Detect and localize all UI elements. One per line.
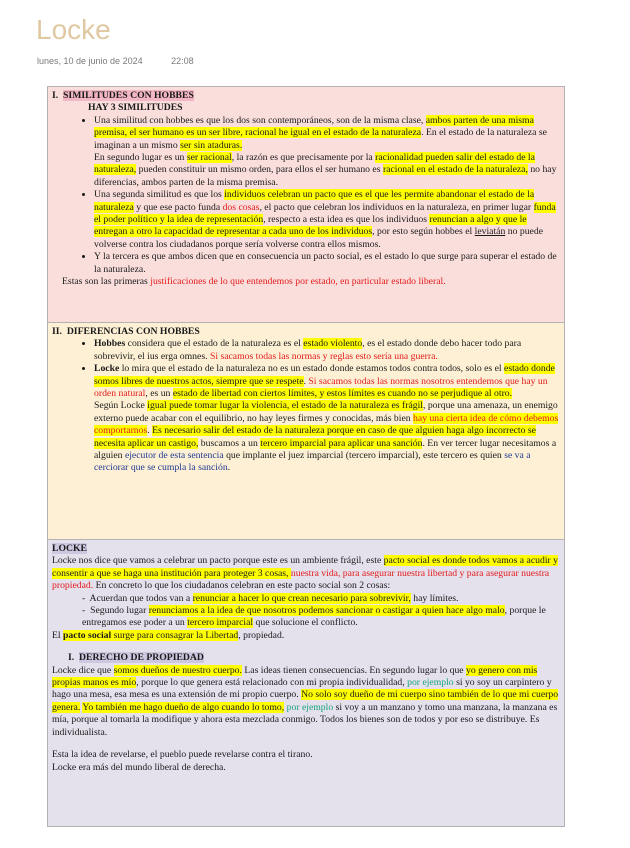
list-item: • Y la tercera es que ambos dicen que en consecuencia un pacto social, es el estado lo que surge para superar el estado de la naturaleza. <box>94 251 560 276</box>
section-heading <box>52 326 560 338</box>
section-heading <box>52 652 560 664</box>
dash-list <box>52 593 560 630</box>
page-title: Locke <box>36 14 111 45</box>
heading-number: II. <box>52 326 62 337</box>
heading-number: I. <box>68 652 75 664</box>
bullet-list <box>52 338 560 474</box>
heading-text: DIFERENCIAS CON HOBBES <box>66 326 200 337</box>
paragraph: Locke nos dice que vamos a celebrar un pacto porque este es un ambiente frágil, este pacto social es donde todos vamos a acudir y consentir a que se haga una institución para proteger 3 cosas, nuestra vida, para asegurar nuestra libertad y para asegurar nuestra propiedad. En concreto lo que los ciudadanos celebran en este pacto social son 2 cosas: <box>52 555 558 592</box>
list-item: • Locke lo mira que el estado de la naturaleza no es un estado donde estamos todos contra todos, solo es el estado donde somos libres de nuestros actos, siempre que se respete. Si sacamos todas las normas nosotros entendemos que hay un orden natural, es un estado de libertad con ciertos límites, y estos límites es cuando no se perjudique al otro. Según Locke igual puede tomar lugar la violencia, el estado de la naturaleza es frágil, porque una amenaza, un enemigo externo puede acabar con el equilibrio, no hay leyes firmes y conocidas, más bien hay una cierta idea de cómo debemos comportarnos. Es necesario salir del estado de la naturaleza porque en caso de que alguien haga algo incorrecto se necesita aplicar un castigo, buscamos a un tercero imparcial para aplicar una sanción. En ver tercer lugar necesitamos a alguien ejecutor de esta sentencia que implante el juez imparcial (tercero imparcial), este tercero es quien se va a cerciorar que se cumpla la sanción. <box>94 363 560 475</box>
closing-paragraph: Estas son las primeras justificaciones de lo que entendemos por estado, en particular estado liberal. <box>62 276 446 288</box>
locke-cell <box>48 540 564 826</box>
section-heading <box>52 543 560 555</box>
diferencias-cell <box>48 323 564 540</box>
heading-text: DERECHO DE PROPIEDAD <box>79 652 204 664</box>
list-item: • Hobbes considera que el estado de la naturaleza es el estado violento, es el estado donde debo hacer todo para sobrevivir, el ius erga omnes. Si sacamos todas las normas y reglas esto sería una guerra. <box>94 338 560 363</box>
page-date: lunes, 10 de junio de 2024 <box>37 56 143 66</box>
similitudes-cell <box>48 87 564 323</box>
list-item: - Segundo lugar renunciamos a la idea de que nosotros podemos sancionar o castigar a quien hace algo malo, porque le entregamos ese poder a un tercero imparcial que solucione el conflicto. <box>82 605 546 629</box>
heading-text: LOCKE <box>52 543 87 554</box>
heading-text: SIMILITUDES CON HOBBES <box>63 90 194 101</box>
heading-number: I. <box>52 90 59 101</box>
list-item: • Una segunda similitud es que los individuos celebran un pacto que es el que les permite abandonar el estado de la naturaleza y que ese pacto funda dos cosas, el pacto que celebran los individuos en la naturaleza, en primer lugar funda el poder político y la idea de representación, respecto a esta idea es que los individuos renuncian a algo y que le entregan a otro la capacidad de representar a cada uno de los individuos, por esto según hobbes el leviatán no puede volverse contra los ciudadanos porque sería volverse contra ellos mismos. <box>94 189 560 251</box>
page-meta <box>37 56 220 66</box>
list-item: • Una similitud con hobbes es que los dos son contemporáneos, son de la misma clase, ambos parten de una misma premisa, el ser humano es un ser libre, racional he igual en el estado de la naturaleza. En el estado de la naturaleza se imaginan a un mismo ser sin ataduras. En segundo lugar es un ser racional, la razón es que precisamente por la racionalidad pueden salir del estado de la naturaleza, pueden constituir un mismo orden, para ellos el ser humano es racional en el estado de la naturaleza, no hay diferencias, ambos parten de la misma premisa. <box>94 115 560 189</box>
subheading: HAY 3 SIMILITUDES <box>88 102 183 114</box>
paragraph: El pacto social surge para consagrar la Libertad, propiedad. <box>52 629 285 641</box>
paragraph: Locke dice que somos dueños de nuestro cuerpo. Las ideas tienen consecuencias. En segundo lugar lo que yo genero con mis propias manos es mío, porque lo que genera está relacionado con mi propia individualidad, por ejemplo si yo soy un carpintero y hago una mesa, esa mesa es una extensión de mi propio cuerpo. No solo soy dueño de mi cuerpo sino también de lo que mi cuerpo genera. Yo también me hago dueño de algo cuando lo tomo, por ejemplo si voy a un manzano y tomo una manzana, la manzana es mía, porque al tomarla la modifique y ahora esta mezclada conmigo. Todos los bienes son de todos y por eso se distribuye. Es individualista. <box>52 664 559 738</box>
paragraph: Locke era más del mundo liberal de derecha. <box>52 761 226 773</box>
bullet-list <box>52 115 560 276</box>
notes-table <box>47 86 565 827</box>
section-heading <box>52 90 560 102</box>
paragraph: Esta la idea de revelarse, el pueblo puede revelarse contra el tirano. <box>52 749 313 761</box>
page-time: 22:08 <box>171 56 194 66</box>
list-item: - Acuerdan que todos van a renunciar a hacer lo que crean necesario para sobrevivir, hay límites. <box>82 592 459 604</box>
